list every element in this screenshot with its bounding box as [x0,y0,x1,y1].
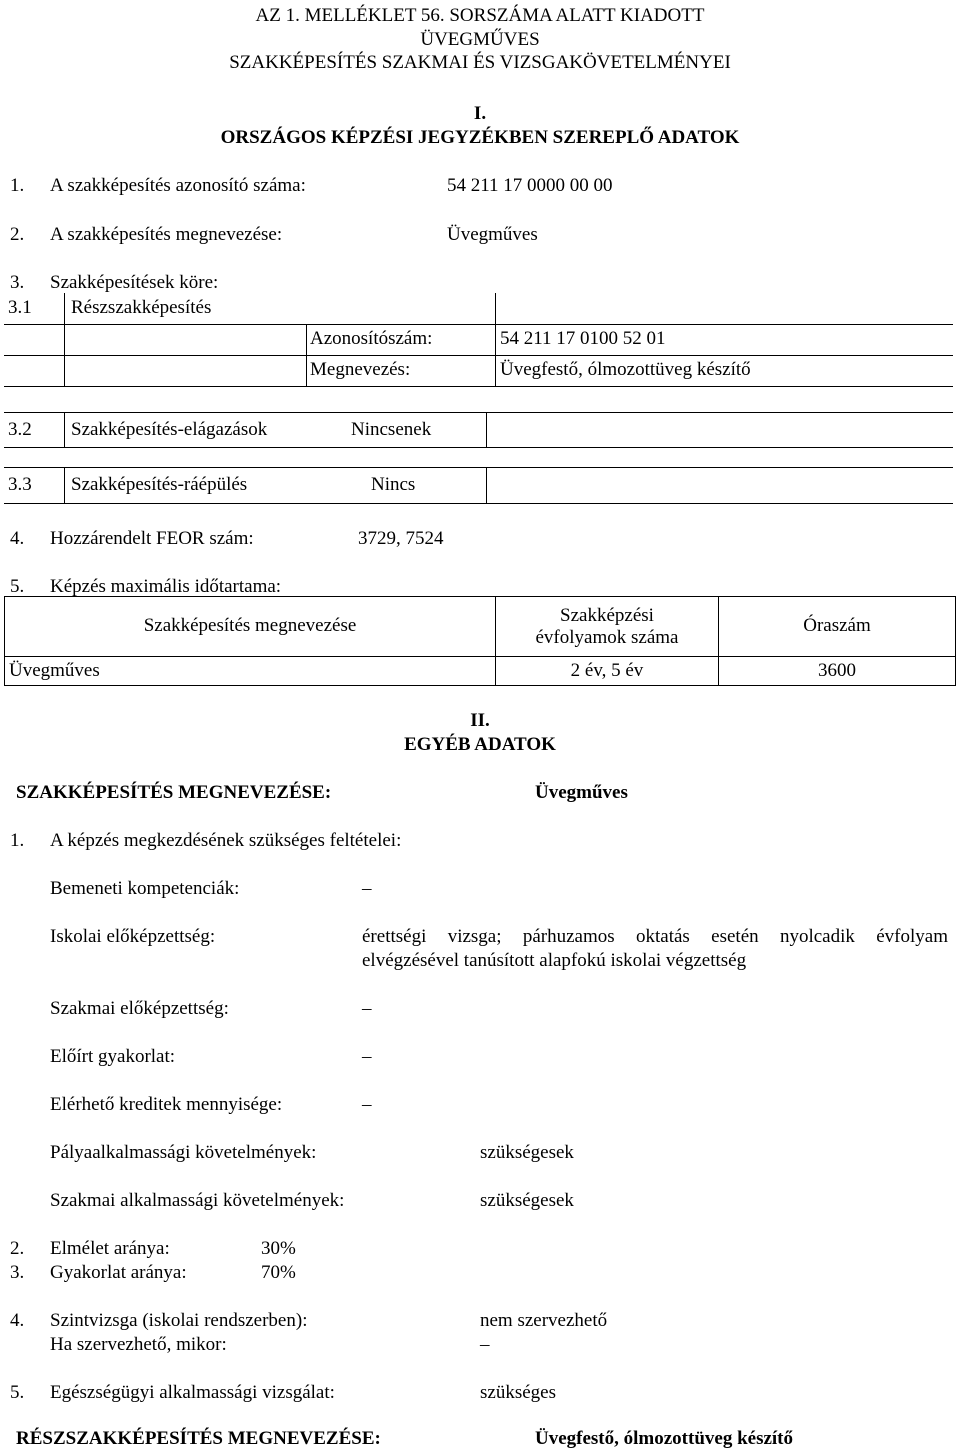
health-label: Egészségügyi alkalmassági vizsgálat: [50,1382,335,1403]
practice-label: Gyakorlat aránya: [50,1262,187,1283]
item-3-label: Szakképesítések köre: [50,272,219,293]
professional-prerequisite-label: Szakmai előképzettség: [50,998,229,1019]
item-5-label: Képzés maximális időtartama: [50,576,282,597]
professional-prerequisite-value: – [362,998,372,1019]
qualification-name-label: SZAKKÉPESÍTÉS MEGNEVEZÉSE: [16,782,332,803]
item-2-value: Üvegműves [447,224,538,245]
conditions-number: 1. [10,830,25,851]
item-4-value: 3729, 7524 [358,528,444,549]
credits-value: – [362,1094,372,1115]
section-2-title: EGYÉB ADATOK [404,734,556,755]
career-aptitude-value: szükségesek [480,1142,574,1163]
item-1-label: A szakképesítés azonosító száma: [50,175,306,196]
item-4-number: 4. [10,528,25,549]
header-line-2: ÜVEGMŰVES [420,29,540,50]
partial-qualification-value: Üvegfestő, ólmozottüveg készítő [535,1428,794,1449]
exam-number: 4. [10,1310,25,1331]
item-4-label: Hozzárendelt FEOR szám: [50,528,254,549]
item-2-number: 2. [10,224,25,245]
item-1-value: 54 211 17 0000 00 00 [447,175,613,196]
credits-label: Elérhető kreditek mennyisége: [50,1094,283,1115]
table-3-3-label: Szakképesítés-ráépülés [65,468,372,504]
practice-number: 3. [10,1262,25,1283]
row-hours: 3600 [719,657,956,686]
school-prerequisite-label: Iskolai előképzettség: [50,926,216,947]
partial-qualification-label: RÉSZSZAKKÉPESÍTÉS MEGNEVEZÉSE: [16,1428,381,1449]
practice-value: 70% [261,1262,296,1283]
item-1-number: 1. [10,175,25,196]
health-number: 5. [10,1382,25,1403]
item-2-label: A szakképesítés megnevezése: [50,224,283,245]
table-3-3-value: Nincs [371,468,487,504]
exam-label: Szintvizsga (iskolai rendszerben): [50,1310,308,1331]
duration-table [4,596,956,686]
entry-competencies-label: Bemeneti kompetenciák: [50,878,240,899]
table-3-2-value: Nincsenek [351,413,487,448]
table-3-1-label: Részszakképesítés [65,293,496,324]
required-practice-value: – [362,1046,372,1067]
theory-number: 2. [10,1238,25,1259]
exam-when-value: – [480,1334,490,1355]
buildup-table [4,467,953,504]
row-years: 2 év, 5 év [496,657,719,686]
col-qualification-name: Szakképesítés megnevezése [5,597,496,657]
col-hours: Óraszám [719,597,956,657]
section-2-number: II. [470,710,490,731]
name-label: Megnevezés: [307,355,496,386]
qualification-name-value: Üvegműves [535,782,628,803]
section-1-number: I. [473,103,487,124]
exam-value: nem szervezhető [480,1310,608,1331]
section-1-title: ORSZÁGOS KÉPZÉSI JEGYZÉKBEN SZEREPLŐ ADATOK [220,127,740,148]
required-practice-label: Előírt gyakorlat: [50,1046,176,1067]
item-5-number: 5. [10,576,25,597]
table-3-2-number: 3.2 [4,413,65,448]
professional-aptitude-label: Szakmai alkalmassági követelmények: [50,1190,345,1211]
id-value: 54 211 17 0100 52 01 [496,324,954,355]
school-prerequisite-value-line-1: érettségi vizsga; párhuzamos oktatás esetén nyolcadik évfolyam [362,926,948,947]
header-line-1: AZ 1. MELLÉKLET 56. SORSZÁMA ALATT KIADOTT [255,5,705,26]
table-3-3-number: 3.3 [4,468,65,504]
entry-competencies-value: – [362,878,372,899]
col-years-line-1: Szakképzési [560,604,654,626]
col-years-line-2: évfolyamok száma [535,626,679,648]
header-line-3: SZAKKÉPESÍTÉS SZAKMAI ÉS VIZSGAKÖVETELMÉNYEI [229,52,731,73]
item-3-number: 3. [10,272,25,293]
table-3-1-number: 3.1 [4,293,65,324]
table-3-2-label: Szakképesítés-elágazások [65,413,352,448]
theory-label: Elmélet aránya: [50,1238,170,1259]
col-years [496,597,719,657]
id-label: Azonosítószám: [307,324,496,355]
row-name: Üvegműves [5,657,496,686]
health-value: szükséges [480,1382,556,1403]
school-prerequisite-value-line-2: elvégzésével tanúsított alapfokú iskolai végzettség [362,950,747,971]
branches-table [4,412,953,448]
career-aptitude-label: Pályaalkalmassági követelmények: [50,1142,317,1163]
conditions-title: A képzés megkezdésének szükséges feltételei: [50,830,402,851]
theory-value: 30% [261,1238,296,1259]
name-value: Üvegfestő, ólmozottüveg készítő [496,355,954,386]
exam-when-label: Ha szervezhető, mikor: [50,1334,227,1355]
professional-aptitude-value: szükségesek [480,1190,574,1211]
partial-qualification-table [4,293,953,387]
